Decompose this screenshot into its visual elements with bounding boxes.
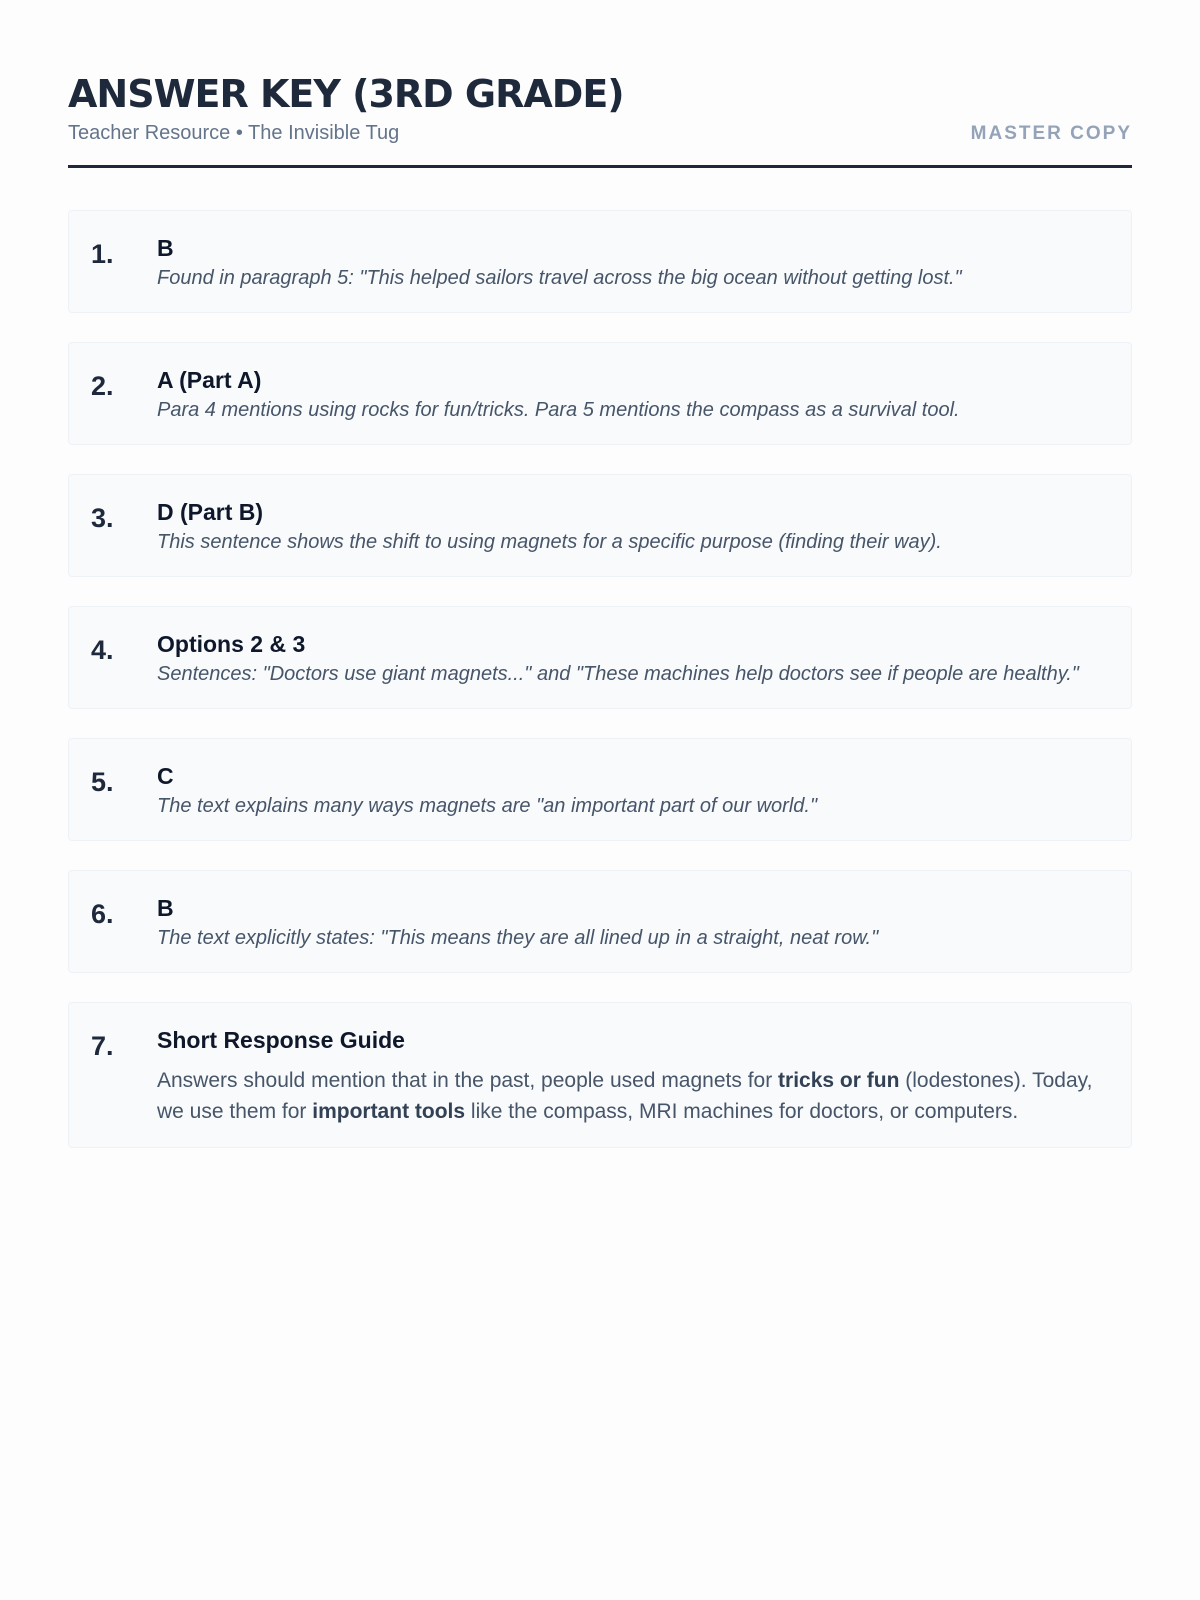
short-response-content — [157, 1025, 1107, 1127]
answer-content — [157, 365, 1107, 424]
answer-value: B — [157, 895, 174, 921]
answer-explanation: Found in paragraph 5: "This helped sailors travel across the big ocean without getting lost." — [157, 267, 962, 289]
answer-explanation: The text explicitly states: "This means they are all lined up in a straight, neat row." — [157, 927, 879, 949]
question-number: 3. — [91, 503, 114, 533]
answer-value: D (Part B) — [157, 499, 264, 525]
short-response-title: Short Response Guide — [157, 1027, 405, 1053]
master-copy-label: MASTER COPY — [970, 123, 1132, 144]
answer-card-2 — [68, 342, 1132, 445]
answer-card-6 — [68, 870, 1132, 973]
short-response-text — [157, 1065, 1107, 1127]
answer-card-7 — [68, 1002, 1132, 1148]
answers-list — [68, 210, 1132, 1148]
question-number: 2. — [91, 371, 114, 401]
answer-card-3 — [68, 474, 1132, 577]
answer-content — [157, 233, 1107, 292]
guide-bold-tricks: tricks or fun — [778, 1069, 900, 1092]
guide-text-part: (lodestones). Today, we use them for — [157, 1069, 1093, 1123]
answer-content — [157, 893, 1107, 952]
answer-value: B — [157, 235, 174, 261]
answer-content — [157, 761, 1107, 820]
answer-content — [157, 497, 1107, 556]
answer-explanation: Sentences: "Doctors use giant magnets..." and "These machines help doctors see if people are healthy." — [157, 663, 1079, 685]
guide-text-part: like the compass, MRI machines for doctors, or computers. — [465, 1100, 1019, 1123]
guide-bold-tools: important tools — [312, 1100, 466, 1123]
question-number: 5. — [91, 767, 114, 797]
answer-value: Options 2 & 3 — [157, 631, 306, 657]
answer-card-5 — [68, 738, 1132, 841]
answer-explanation: The text explains many ways magnets are "an important part of our world." — [157, 795, 818, 817]
question-number: 1. — [91, 239, 114, 269]
answer-explanation: Para 4 mentions using rocks for fun/tricks. Para 5 mentions the compass as a survival tool. — [157, 399, 960, 421]
header-subrow — [68, 122, 1132, 145]
answer-card-1 — [68, 210, 1132, 313]
answer-explanation: This sentence shows the shift to using magnets for a specific purpose (finding their way). — [157, 531, 942, 553]
page-subtitle: Teacher Resource • The Invisible Tug — [68, 122, 400, 144]
answer-value: C — [157, 763, 174, 789]
answer-content — [157, 629, 1107, 688]
question-number: 4. — [91, 635, 114, 665]
question-number: 6. — [91, 899, 114, 929]
page-header — [68, 70, 1132, 168]
answer-card-4 — [68, 606, 1132, 709]
guide-text-part: Answers should mention that in the past, people used magnets for — [157, 1069, 779, 1092]
answer-value: A (Part A) — [157, 367, 262, 393]
page-title: ANSWER KEY (3RD GRADE) — [68, 72, 624, 116]
question-number: 7. — [91, 1031, 114, 1061]
